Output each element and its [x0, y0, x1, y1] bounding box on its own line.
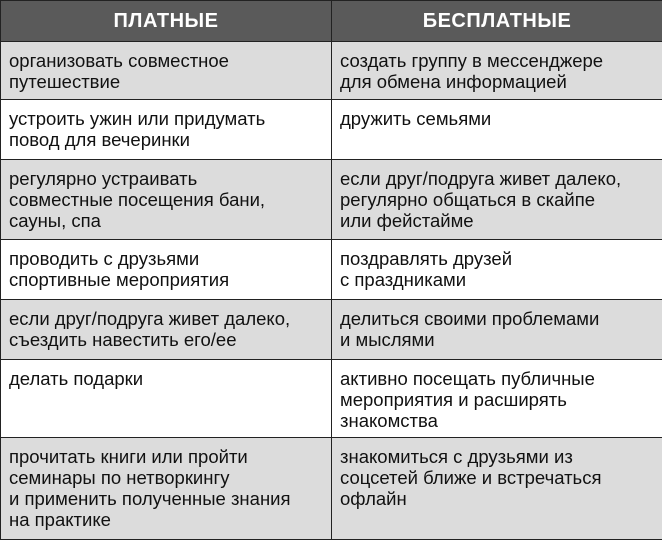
paid-cell — [1, 42, 332, 100]
free-cell-text: создать группу в мессенджере для обмена информацией — [340, 50, 603, 92]
paid-cell — [1, 240, 332, 300]
paid-cell — [1, 438, 332, 540]
free-cell-text: поздравлять друзей с праздниками — [340, 248, 512, 290]
paid-cell-text: если друг/подруга живет далеко, съездить навестить его/ее — [9, 308, 290, 350]
header-paid: ПЛАТНЫЕ — [1, 1, 332, 42]
paid-cell — [1, 300, 332, 360]
table-row — [1, 240, 662, 300]
paid-cell-text: организовать совместное путешествие — [9, 50, 229, 92]
table-row — [1, 100, 662, 160]
paid-cell — [1, 160, 332, 240]
paid-cell-text: делать подарки — [9, 368, 143, 389]
paid-cell-text: регулярно устраивать совместные посещения бани, сауны, спа — [9, 168, 265, 231]
free-cell — [332, 360, 662, 438]
free-cell-text: делиться своими проблемами и мыслями — [340, 308, 599, 350]
paid-cell — [1, 100, 332, 160]
table-row — [1, 438, 662, 540]
free-cell-text: если друг/подруга живет далеко, регулярно общаться в скайпе или фейстайме — [340, 168, 621, 231]
free-cell-text: активно посещать публичные мероприятия и расширять знакомства — [340, 368, 595, 431]
paid-cell-text: прочитать книги или пройти семинары по нетворкингу и применить полученные знания на практике — [9, 446, 291, 530]
free-cell-text: знакомиться с друзьями из соцсетей ближе и встречаться офлайн — [340, 446, 601, 509]
paid-cell — [1, 360, 332, 438]
header-free: БЕСПЛАТНЫЕ — [332, 1, 662, 42]
table-row — [1, 360, 662, 438]
table-header-row — [1, 1, 662, 42]
free-cell — [332, 100, 662, 160]
free-cell — [332, 438, 662, 540]
paid-cell-text: проводить с друзьями спортивные мероприятия — [9, 248, 229, 290]
free-cell — [332, 160, 662, 240]
free-cell — [332, 240, 662, 300]
free-cell-text: дружить семьями — [340, 108, 491, 129]
free-cell — [332, 42, 662, 100]
table-row — [1, 42, 662, 100]
table-row — [1, 160, 662, 240]
table-row — [1, 300, 662, 360]
paid-cell-text: устроить ужин или придумать повод для вечеринки — [9, 108, 265, 150]
free-cell — [332, 300, 662, 360]
